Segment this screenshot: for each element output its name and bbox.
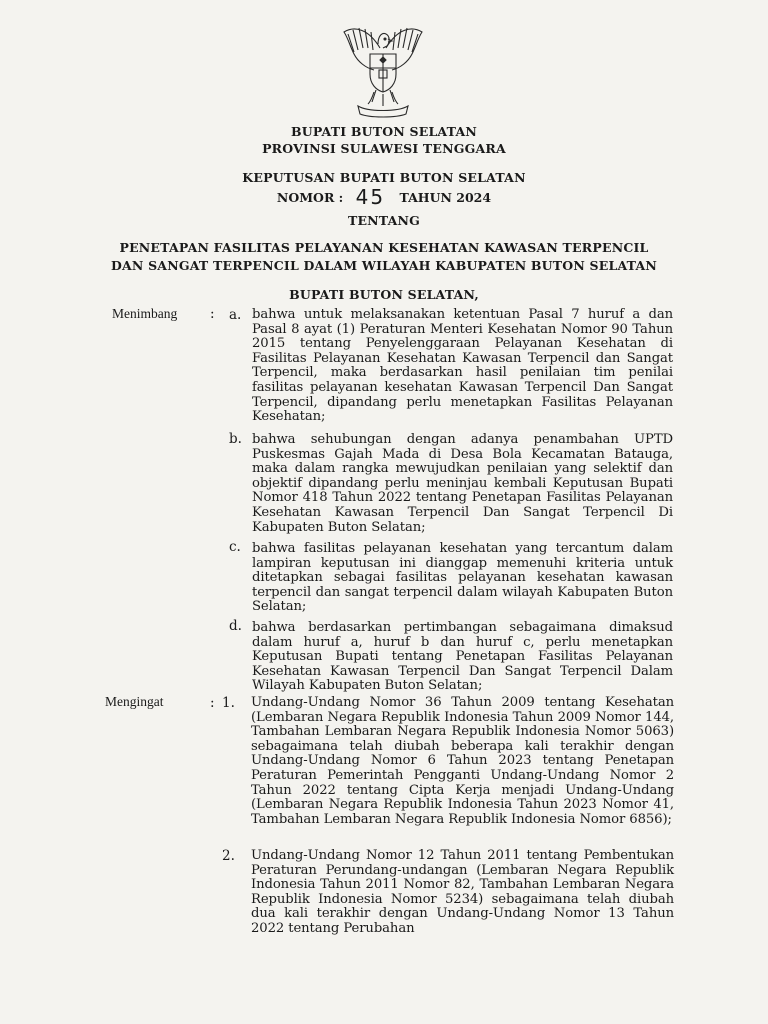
menimbang-colon: : — [210, 306, 215, 322]
province-heading: PROVINSI SULAWESI TENGGARA — [262, 141, 506, 156]
mengingat-item-1-mark: 1. — [222, 695, 235, 711]
decree-title-line-2: DAN SANGAT TERPENCIL DALAM WILAYAH KABUPATEN BUTON SELATAN — [110, 258, 658, 273]
decree-heading: KEPUTUSAN BUPATI BUTON SELATAN — [242, 170, 526, 185]
decree-year: TAHUN 2024 — [399, 190, 492, 205]
regent-heading: BUPATI BUTON SELATAN — [290, 124, 477, 139]
menimbang-item-c: bahwa fasilitas pelayanan kesehatan yang tercantum dalam lampiran keputusan ini dianggap memenuhi kriteria untuk ditetapkan sebagai fasilitas pelayanan kesehatan kawasan terpencil dan sangat terpencil dalam wilayah Kabupaten Buton Selatan; — [252, 541, 673, 615]
garuda-emblem-icon — [340, 18, 426, 118]
menimbang-item-b: bahwa sehubungan dengan adanya penambahan UPTD Puskesmas Gajah Mada di Desa Bola Kecamatan Batauga, maka dalam rangka mewujudkan penilaian yang selektif dan objektif dipandang perlu meninjau kembali Keputusan Bupati Nomor 418 Tahun 2022 tentang Penetapan Fasilitas Pelayanan Kesehatan Kawasan Terpencil Dan Sangat Terpencil Di Kabupaten Buton Selatan; — [252, 432, 673, 535]
mengingat-label: Mengingat — [105, 694, 164, 709]
tentang-heading: TENTANG — [347, 213, 421, 228]
mengingat-colon: : — [210, 695, 215, 711]
nomor-label: NOMOR : — [276, 190, 344, 205]
menimbang-item-a-mark: a. — [229, 307, 242, 323]
menimbang-item-b-mark: b. — [229, 431, 242, 447]
decree-title-line-1: PENETAPAN FASILITAS PELAYANAN KESEHATAN KAWASAN TERPENCIL — [119, 240, 649, 255]
menimbang-label: Menimbang — [112, 306, 178, 321]
regent-signature-heading: BUPATI BUTON SELATAN, — [289, 287, 479, 302]
menimbang-item-d: bahwa berdasarkan pertimbangan sebagaimana dimaksud dalam huruf a, huruf b dan huruf c, perlu menetapkan Keputusan Bupati tentang Penetapan Fasilitas Pelayanan Kesehatan Kawasan Terpencil Dan Sangat Terpencil Dalam Wilayah Kabupaten Buton Selatan; — [252, 620, 673, 694]
mengingat-item-2-mark: 2. — [222, 848, 235, 864]
decree-number-line — [0, 183, 768, 207]
menimbang-item-a: bahwa untuk melaksanakan ketentuan Pasal 7 huruf a dan Pasal 8 ayat (1) Peraturan Menteri Kesehatan Nomor 90 Tahun 2015 tentang Penyelenggaraan Pelayanan Kesehatan di Fasilitas Pelayanan Kesehatan Kawasan Terpencil dan Sangat Terpencil, maka berdasarkan hasil penilaian tim penilai fasilitas pelayanan kesehatan Kawasan Terpencil Dan Sangat Terpencil, dipandang perlu menetapkan Fasilitas Pelayanan Kesehatan; — [252, 307, 673, 425]
decree-number-handwritten: 45 — [355, 185, 386, 209]
mengingat-item-1: Undang-Undang Nomor 36 Tahun 2009 tentang Kesehatan (Lembaran Negara Republik Indonesia Tahun 2009 Nomor 144, Tambahan Lembaran Negara Republik Indonesia Nomor 5063) sebagaimana telah diubah beberapa kali terakhir dengan Undang-Undang Nomor 6 Tahun 2023 tentang Penetapan Peraturan Pemerintah Pengganti Undang-Undang Nomor 2 Tahun 2022 tentang Cipta Kerja menjadi Undang-Undang (Lembaran Negara Republik Indonesia Tahun 2023 Nomor 41, Tambahan Lembaran Negara Republik Indonesia Nomor 6856); — [251, 695, 674, 827]
mengingat-item-2: Undang-Undang Nomor 12 Tahun 2011 tentang Pembentukan Peraturan Perundang-undangan (Lembaran Negara Republik Indonesia Tahun 2011 Nomor 82, Tambahan Lembaran Negara Republik Indonesia Nomor 5234) sebagaimana telah diubah dua kali terakhir dengan Undang-Undang Nomor 13 Tahun 2022 tentang Perubahan — [251, 848, 674, 936]
menimbang-item-c-mark: c. — [229, 539, 241, 555]
menimbang-item-d-mark: d. — [229, 618, 242, 634]
